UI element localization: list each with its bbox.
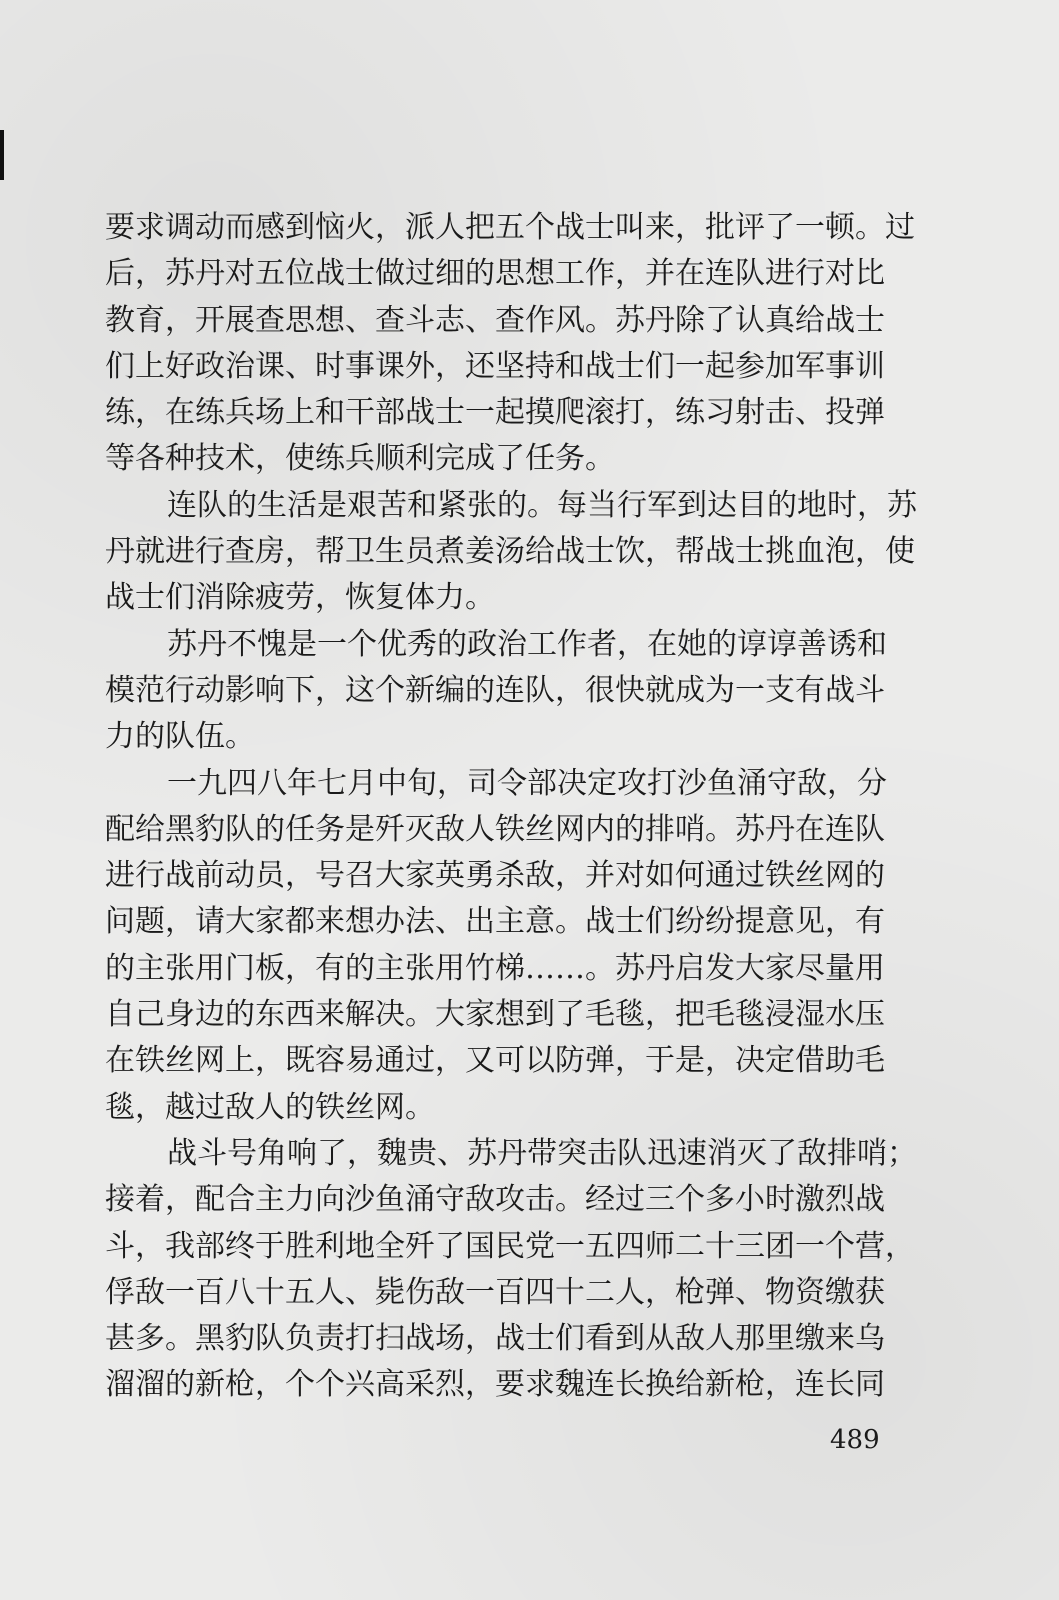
text-line-10: 苏丹不愧是一个优秀的政治工作者，在她的谆谆善诱和 (167, 626, 887, 662)
text-line-23: 斗，我部终于胜利地全歼了国民党一五四师二十三团一个营， (105, 1228, 915, 1264)
text-line-21: 战斗号角响了，魏贵、苏丹带突击队迅速消灭了敌排哨； (167, 1135, 917, 1171)
body-text (105, 205, 931, 1409)
text-line-20: 毯，越过敌人的铁丝网。 (105, 1089, 435, 1125)
text-line-1: 要求调动而感到恼火，派人把五个战士叫来，批评了一顿。过 (105, 210, 915, 245)
text-line-8: 丹就进行查房，帮卫生员煮姜汤给战士饮，帮战士挑血泡，使 (105, 534, 915, 570)
text-line-6: 等各种技术，使练兵顺利完成了任务。 (105, 441, 615, 477)
text-line-18: 自己身边的东西来解决。大家想到了毛毯，把毛毯浸湿水压 (105, 997, 885, 1033)
text-line-12: 力的队伍。 (105, 719, 255, 755)
text-line-5: 练，在练兵场上和干部战士一起摸爬滚打，练习射击、投弹 (105, 395, 885, 431)
text-line-26: 溜溜的新枪，个个兴高采烈，要求魏连长换给新枪，连长同 (105, 1367, 885, 1403)
page-number: 489 (830, 1425, 880, 1455)
text-line-15: 进行战前动员，号召大家英勇杀敌，并对如何通过铁丝网的 (105, 858, 885, 894)
text-line-19: 在铁丝网上，既容易通过，又可以防弹，于是，决定借助毛 (105, 1043, 885, 1079)
text-line-9: 战士们消除疲劳，恢复体力。 (105, 580, 495, 616)
text-line-22: 接着，配合主力向沙鱼涌守敌攻击。经过三个多小时激烈战 (105, 1182, 885, 1218)
text-line-3: 教育，开展查思想、查斗志、查作风。苏丹除了认真给战士 (105, 302, 885, 338)
text-line-7: 连队的生活是艰苦和紧张的。每当行军到达目的地时，苏 (167, 487, 917, 523)
text-line-16: 问题，请大家都来想办法、出主意。战士们纷纷提意见，有 (105, 904, 885, 940)
text-line-25: 甚多。黑豹队负责打扫战场，战士们看到从敌人那里缴来乌 (105, 1321, 885, 1357)
text-line-2: 后，苏丹对五位战士做过细的思想工作，并在连队进行对比 (105, 256, 885, 292)
text-line-14: 配给黑豹队的任务是歼灭敌人铁丝网内的排哨。苏丹在连队 (105, 811, 885, 847)
text-line-4: 们上好政治课、时事课外，还坚持和战士们一起参加军事训 (105, 348, 885, 384)
text-line-11: 模范行动影响下，这个新编的连队，很快就成为一支有战斗 (105, 672, 885, 708)
text-line-13: 一九四八年七月中旬，司令部决定攻打沙鱼涌守敌，分 (167, 765, 887, 801)
text-line-24: 俘敌一百八十五人、毙伤敌一百四十二人，枪弹、物资缴获 (105, 1274, 885, 1310)
text-line-17: 的主张用门板，有的主张用竹梯……。苏丹启发大家尽量用 (105, 950, 885, 986)
scan-edge-mark (0, 130, 4, 180)
